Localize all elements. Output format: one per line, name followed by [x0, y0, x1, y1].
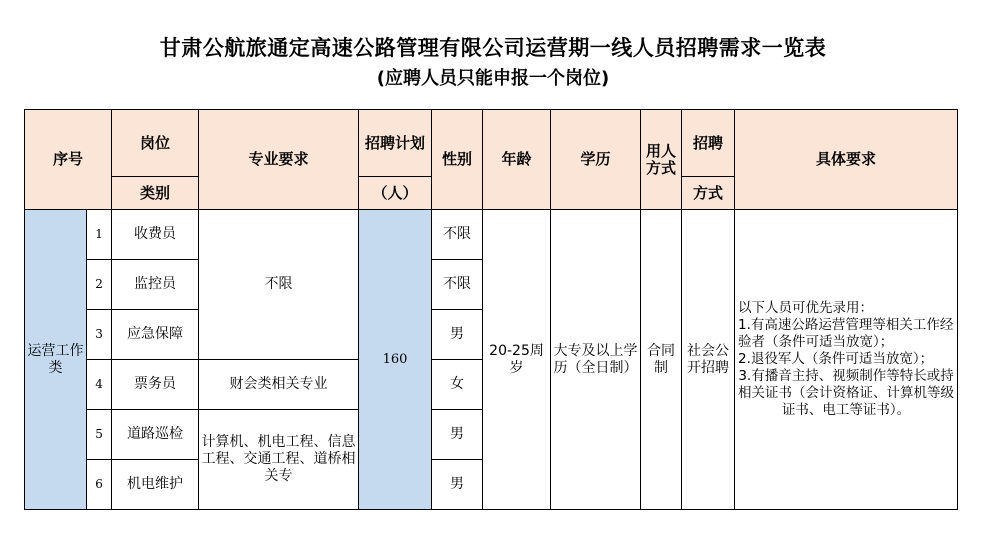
age-cell: 20-25周岁 [483, 210, 551, 510]
row-number: 1 [87, 210, 112, 260]
page-title: 甘肃公航旅通定高速公路管理有限公司运营期一线人员招聘需求一览表 [159, 36, 827, 60]
header-gender: 性别 [432, 110, 483, 210]
gender-cell: 男 [432, 310, 483, 360]
group-cell: 运营工作类 [25, 210, 87, 510]
major-cell: 不限 [199, 210, 359, 360]
header-recruit: 招聘 [682, 110, 735, 177]
row-number: 4 [87, 360, 112, 410]
header-plan-unit: （人） [359, 177, 432, 210]
header-category: 类别 [112, 177, 199, 210]
details-line: 2.退役军人（条件可适当放宽）； [738, 351, 934, 367]
row-number: 3 [87, 310, 112, 360]
header-age: 年龄 [483, 110, 551, 210]
education-cell: 大专及以上学历（全日制） [551, 210, 641, 510]
details-line: 1.有高速公路运营管理等相关工作经验者（条件可适当放宽）； [738, 317, 954, 350]
major-cell: 财会类相关专业 [199, 360, 359, 410]
page-subtitle: (应聘人员只能申报一个岗位) [376, 68, 610, 89]
gender-cell: 不限 [432, 210, 483, 260]
employment-cell: 合同制 [641, 210, 682, 510]
position-cell: 监控员 [112, 260, 199, 310]
position-cell: 机电维护 [112, 460, 199, 510]
header-employment-line2: 方式 [646, 158, 677, 177]
position-cell: 道路巡检 [112, 410, 199, 460]
header-education: 学历 [551, 110, 641, 210]
header-employment-line1: 用人 [646, 141, 677, 160]
position-cell: 收费员 [112, 210, 199, 260]
details-line: 以下人员可优先录用： [738, 300, 874, 316]
details-cell [735, 210, 958, 510]
header-major: 专业要求 [199, 110, 359, 210]
position-cell: 应急保障 [112, 310, 199, 360]
row-number: 6 [87, 460, 112, 510]
plan-total-cell: 160 [359, 210, 432, 510]
details-line: 3.有播音主持、视频制作等特长或持相关证书（会计资格证、计算机等级证书、电工等证书）。 [738, 368, 955, 418]
row-number: 2 [87, 260, 112, 310]
header-seq: 序号 [25, 110, 112, 210]
row-number: 5 [87, 410, 112, 460]
position-cell: 票务员 [112, 360, 199, 410]
header-employment [641, 110, 682, 210]
gender-cell: 男 [432, 410, 483, 460]
header-recruit-method: 方式 [682, 177, 735, 210]
gender-cell: 男 [432, 460, 483, 510]
major-cell: 计算机、机电工程、信息工程、交通工程、道桥相关专 [199, 410, 359, 510]
gender-cell: 女 [432, 360, 483, 410]
header-plan: 招聘计划 [359, 110, 432, 177]
header-position: 岗位 [112, 110, 199, 177]
gender-cell: 不限 [432, 260, 483, 310]
header-details: 具体要求 [735, 110, 958, 210]
recruitment-cell: 社会公开招聘 [682, 210, 735, 510]
recruitment-table [24, 109, 958, 510]
